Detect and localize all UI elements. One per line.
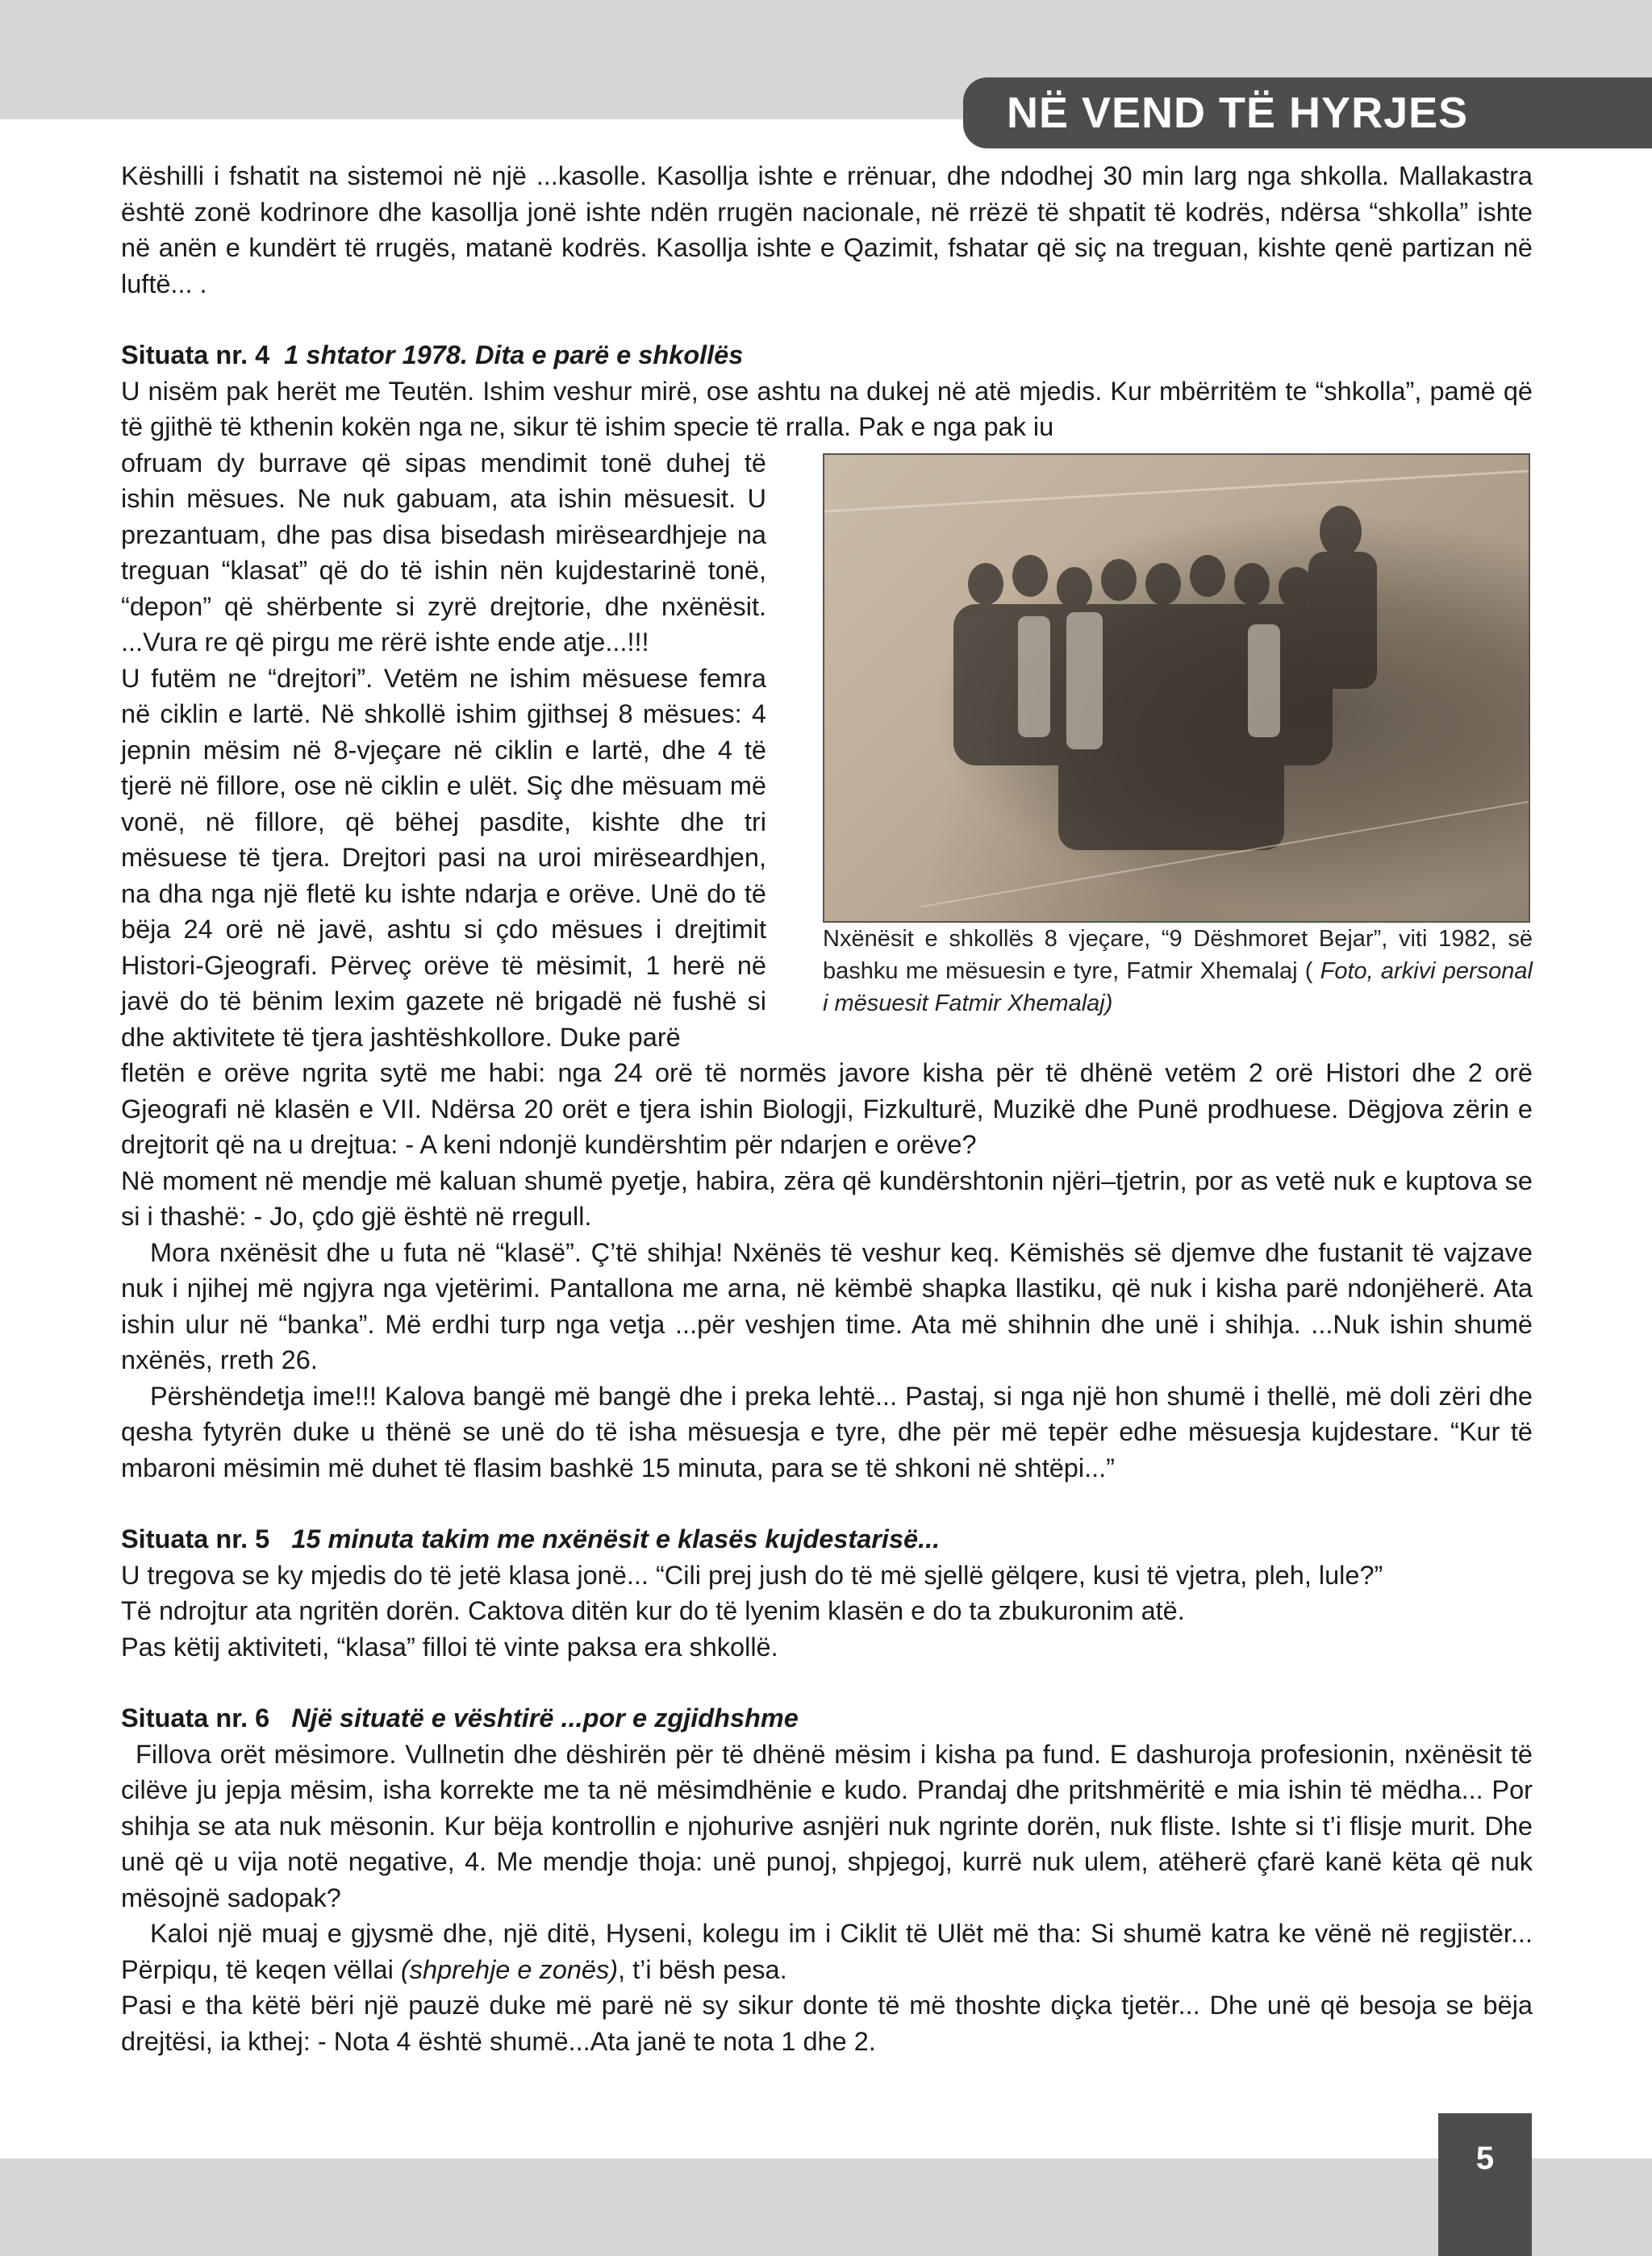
photo-illustration [824, 455, 1529, 921]
section-title: NË VEND TË HYRJES [1007, 89, 1469, 137]
left-column [121, 445, 766, 1056]
situation-6-paragraph-2 [121, 1916, 1533, 1987]
situation-4-paragraph-2: ofruam dy burrave që sipas mendimit tonë duhej të ishin mësues. Ne nuk gabuam, ata ishin mësuesit. U prezantuam, dhe pas disa bisedash mirëseardhjeje na treguan “klasat” që do të ishin nën kujdestarinë tonë, “depon” që shërbente si zyrë drejtorie, dhe nxënësit. ...Vura re që pirgu me rërë ishte ende atje...!!! [121, 448, 766, 657]
text-with-photo [121, 445, 1533, 1056]
situation-4-paragraph-6: Mora nxënësit dhe u futa në “klasë”. Ç’të shihja! Nxënës të veshur keq. Këmishës së djemve dhe fustanit të vajzave nuk i njihej më ngjyra nga vjetërimi. Pantallona me arna, në këmbë shapka llastiku, që nuk i kisha parë ndonjëherë. Ata ishin ulur në “banka”. Më erdhi turp nga vetja ...për veshjen time. Ata më shihnin dhe unë i shihja. ...Nuk ishin shumë nxënës, rreth 26. [121, 1237, 1533, 1374]
page-number-box [1438, 2113, 1532, 2256]
situation-6-label: Situata nr. 6 [121, 1703, 270, 1733]
situation-5-label: Situata nr. 5 [121, 1524, 270, 1553]
situation-4-paragraph-7: Përshëndetja ime!!! Kalova bangë më bangë dhe i preka lehtë... Pastaj, si nga një hon shumë i thellë, më doli zëri dhe qesha fytyrën duke u thënë se unë do të isha mësuesja e tyre, dhe për më tepër edhe mësuesja kujdestare. “Kur të mbaroni mësimin më duhet të flasim bashkë 15 minuta, para se të shkoni në shtëpi...” [121, 1381, 1533, 1482]
page-number: 5 [1475, 2141, 1495, 2176]
situation-6-title: Një situatë e vështirë ...por e zgjidhshme [291, 1703, 799, 1733]
photo-caption [823, 923, 1533, 1020]
situation-4-heading [121, 337, 1533, 373]
situation-6-heading [121, 1700, 1533, 1737]
situation-4-paragraph-5: Në moment në mendje më kaluan shumë pyetje, habira, zëra që kundërshtonin njëri–tjetrin, por as vetë nuk e kuptova se si i thashë: - Jo, çdo gjë është në rregull. [121, 1166, 1533, 1231]
photo-figure [823, 445, 1533, 1020]
situation-5-heading [121, 1521, 1533, 1558]
situation-6-paragraph-2-start: Kaloi një muaj e gjysmë dhe, një ditë, Hyseni, kolegu im i Ciklit të Ulët më tha: Si shumë katra ke vënë në regjistër... Përpiqu, të keqen vëllai [121, 1919, 1533, 1984]
situation-6-paragraph-3: Pasi e tha këtë bëri një pauzë duke më parë në sy sikur donte të më thoshte diçka tjetër... Dhe unë që besoja se bëja drejtësi, ia kthej: - Nota 4 është shumë...Ata janë te nota 1 dhe 2. [121, 1991, 1533, 2056]
photo-caption-text: Nxënësit e shkollës 8 vjeçare, “9 Dëshmoret Bejar”, viti 1982, së bashku me mësuesin e tyre, Fatmir Xhemalaj ( [823, 925, 1533, 984]
situation-5-paragraph-3: Pas këtij aktiviteti, “klasa” filloi të vinte paksa era shkollë. [121, 1632, 778, 1662]
article-body [121, 158, 1533, 2059]
situation-6-paragraph-2-end: , t’i bësh pesa. [618, 1954, 787, 1984]
situation-6-paragraph-2-italic: (shprehje e zonës) [400, 1954, 619, 1984]
situation-4-label: Situata nr. 4 [121, 340, 270, 369]
section-header [963, 77, 1652, 148]
footer-band [0, 2158, 1652, 2256]
situation-4-paragraph-3: U futëm ne “drejtori”. Vetëm ne ishim mësuese femra në ciklin e lartë. Në shkollë ishim gjithsej 8 mësues: 4 jepnin mësim në 8-vjeçare në ciklin e lartë, dhe 4 të tjerë në fillore, ose në ciklin e ulët. Siç dhe mësuam më vonë, në fillore, që bëhej pasdite, kishte dhe tri mësuese të tjera. Drejtori pasi na uroi mirëseardhjen, na dha nga një fletë ku ishte ndarja e orëve. Unë do të bëja 24 orë në javë, ashtu si çdo mësues i drejtimit Histori-Gjeografi. Përveç orëve të mësimit, 1 herë në javë do të bënim lexim gazete në brigadë në fushë si dhe aktivitete të tjera jashtëshkollore. Duke parë [121, 663, 766, 1052]
situation-4-paragraph-1: U nisëm pak herët me Teutën. Ishim veshur mirë, ose ashtu na dukej në atë mjedis. Kur mbërritëm te “shkolla”, pamë që të gjithë të kthenin kokën nga ne, sikur të ishim specie të rralla. Pak e nga pak iu [121, 376, 1533, 441]
class-photo [823, 453, 1530, 923]
intro-paragraph: Këshilli i fshatit na sistemoi në një ...kasolle. Kasollja ishte e rrënuar, dhe ndodhej 30 min larg nga shkolla. Mallakastra është zonë kodrinore dhe kasollja jonë ishte ndën rrugën nacionale, në rrëzë të shpatit të kodrës, ndërsa “shkolla” ishte në anën e kundërt të rrugës, matanë kodrës. Kasollja ishte e Qazimit, fshatar që siç na treguan, kishte qenë partizan në luftë... . [121, 161, 1533, 298]
situation-5-paragraph-2: Të ndrojtur ata ngritën dorën. Caktova ditën kur do të lyenim klasën e do ta zbukuronim atë. [121, 1596, 1185, 1625]
situation-6-paragraph-1: Fillova orët mësimore. Vullnetin dhe dëshirën për të dhënë mësim i kisha pa fund. E dashuroja profesionin, nxënësit të cilëve ju jepja mësim, isha korrekte me ta në mësimdhënie e kudo. Prandaj dhe pritshmëritë e mia ishin të mëdha... Por shihja se ata nuk mësonin. Kur bëja kontrollin e njohurive asnjëri nuk ngrinte dorën, nuk fliste. Ishte si t’i flisje murit. Dhe unë që u vija notë negative, 4. Me mendje thoja: unë punoj, shpjegoj, kurrë nuk ulem, atëherë çfarë kanë këta që nuk mësojnë sadopak? [121, 1739, 1533, 1912]
photo-caption-credit: Foto, arkivi personal i mësuesit Fatmir Xhemalaj) [823, 957, 1533, 1016]
situation-5-paragraph-1: U tregova se ky mjedis do të jetë klasa jonë... “Cili prej jush do të më sjellë gëlqere, kusi të vjetra, pleh, lule?” [121, 1560, 1383, 1590]
situation-5-title: 15 minuta takim me nxënësit e klasës kujdestarisë... [291, 1524, 941, 1553]
situation-4-paragraph-4: fletën e orëve ngrita sytë me habi: nga 24 orë të normës javore kisha për të dhënë vetëm 2 orë Histori dhe 2 orë Gjeografi në klasën e VII. Ndërsa 20 orët e tjera ishin Biologji, Fizkulturë, Muzikë dhe Punë prodhuese. Dëgjova zërin e drejtorit që na u drejtua: - A keni ndonjë kundërshtim për ndarjen e orëve? [121, 1058, 1533, 1159]
situation-4-title: 1 shtator 1978. Dita e parë e shkollës [284, 340, 744, 369]
